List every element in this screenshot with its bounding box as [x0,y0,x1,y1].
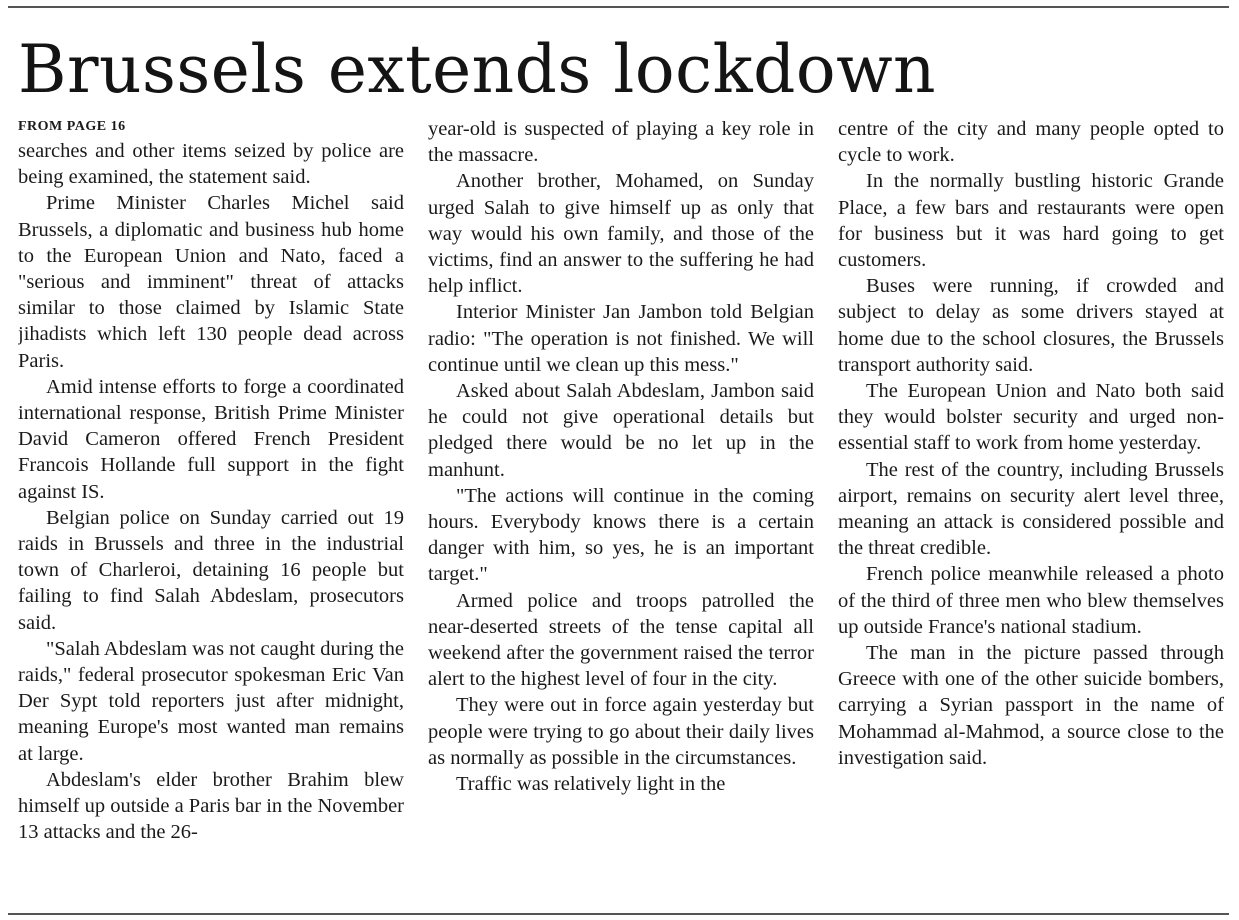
article-body [18,116,1224,906]
paragraph: Another brother, Mohamed, on Sunday urged Salah to give himself up as only that way would his own family, and those of the victims, find an answer to the suffering he had help inflict. [428,170,814,298]
paragraph: French police meanwhile released a photo of the third of three men who blew themselves up outside France's national stadium. [838,563,1224,638]
column-1 [18,116,404,906]
paragraph: "Salah Abdeslam was not caught during the raids," federal prosecutor spokesman Eric Van Der Sypt told reporters just after midnight, meaning Europe's most wanted man remains at large. [18,637,404,765]
paragraph: Belgian police on Sunday carried out 19 raids in Brussels and three in the industrial town of Charleroi, detaining 16 people but failing to find Salah Abdeslam, prosecutors said. [18,506,404,634]
paragraph: Prime Minister Charles Michel said Brussels, a diplomatic and business hub home to the European Union and Nato, faced a "serious and imminent" threat of attacks similar to those claimed by Islamic State jihadists which left 130 people dead across Paris. [18,192,404,372]
bottom-rule [8,913,1229,915]
paragraph: Buses were running, if crowded and subject to delay as some drivers stayed at home due to the school closures, the Brussels transport authority said. [838,275,1224,376]
column-2 [428,116,814,906]
paragraph: centre of the city and many people opted to cycle to work. [838,118,1224,167]
column-3 [838,116,1224,906]
headline: Brussels extends lockdown [18,31,937,108]
paragraph: The rest of the country, including Brussels airport, remains on security alert level three, meaning an attack is considered possible and the threat credible. [838,458,1224,560]
paragraph: searches and other items seized by police are being examined, the statement said. [18,140,404,189]
paragraph: Traffic was relatively light in the [456,773,726,796]
paragraph: The man in the picture passed through Greece with one of the other suicide bombers, carrying a Syrian passport in the name of Mohammad al-Mahmod, a source close to the investigation said. [838,642,1224,769]
paragraph: Abdeslam's elder brother Brahim blew himself up outside a Paris bar in the November 13 attacks and the 26- [18,768,404,844]
jump-label: FROM PAGE 16 [18,119,126,134]
paragraph: "The actions will continue in the coming hours. Everybody knows there is a certain danger with him, so yes, he is an important target." [428,484,814,586]
top-rule [8,6,1229,8]
paragraph: The European Union and Nato both said they would bolster security and urged non-essential staff to work from home yesterday. [838,380,1224,455]
paragraph: Amid intense efforts to forge a coordinated international response, British Prime Minister David Cameron offered French President Francois Hollande full support in the fight against IS. [18,375,404,503]
paragraph: They were out in force again yesterday but people were trying to go about their daily lives as normally as possible in the circumstances. [428,694,814,769]
paragraph: Interior Minister Jan Jambon told Belgian radio: "The operation is not finished. We will continue until we clean up this mess." [428,301,814,376]
paragraph: Armed police and troops patrolled the near-deserted streets of the tense capital all weekend after the government raised the terror alert to the highest level of four in the city. [428,589,814,691]
paragraph: Asked about Salah Abdeslam, Jambon said he could not give operational details but pledged there would be no let up in the manhunt. [428,380,814,481]
paragraph: In the normally bustling historic Grande Place, a few bars and restaurants were open for business but it was hard going to get customers. [838,170,1224,272]
paragraph: year-old is suspected of playing a key role in the massacre. [428,118,814,167]
